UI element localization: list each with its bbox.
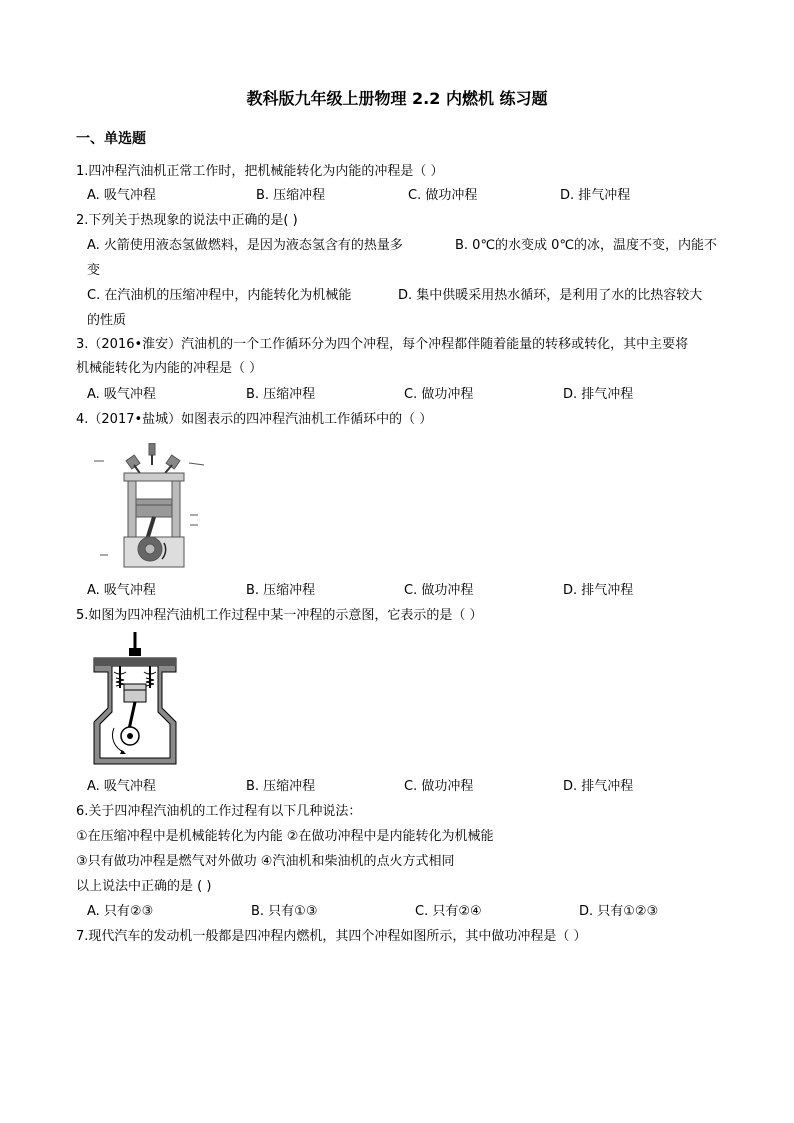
q2-option-c: C. 在汽油机的压缩冲程中，内能转化为机械能 [87, 288, 352, 303]
q4-option-a: A. 吸气冲程 [87, 583, 156, 598]
question-1-stem: 1.四冲程汽油机正常工作时，把机械能转化为内能的冲程是（ ） [76, 164, 444, 179]
q1-option-b: B. 压缩冲程 [256, 188, 326, 203]
question-5-stem: 5.如图为四冲程汽油机工作过程中某一冲程的示意图，它表示的是（ ） [76, 608, 483, 623]
question-6-statement-2: ③只有做功冲程是燃气对外做功 ④汽油机和柴油机的点火方式相同 [76, 854, 455, 869]
q6-option-b: B. 只有①③ [251, 904, 318, 919]
question-6-ask: 以上说法中正确的是 ( ) [76, 879, 212, 894]
question-2-stem: 2.下列关于热现象的说法中正确的是( ) [76, 213, 298, 228]
question-3-stem-line2: 机械能转化为内能的冲程是（ ） [76, 361, 263, 376]
q1-option-a: A. 吸气冲程 [87, 188, 156, 203]
q2-option-a: A. 火箭使用液态氢做燃料，是因为液态氢含有的热量多 [87, 238, 403, 253]
q5-option-c: C. 做功冲程 [404, 779, 474, 794]
q3-option-c: C. 做功冲程 [404, 387, 474, 402]
q4-option-b: B. 压缩冲程 [246, 583, 316, 598]
q2-option-d: D. 集中供暖采用热水循环，是利用了水的比热容较大 [398, 288, 703, 303]
question-6-statement-1: ①在压缩冲程中是机械能转化为内能 ②在做功冲程中是内能转化为机械能 [76, 829, 494, 844]
section-heading: 一、单选题 [76, 131, 146, 147]
q5-option-a: A. 吸气冲程 [87, 779, 156, 794]
q3-option-a: A. 吸气冲程 [87, 387, 156, 402]
q3-option-b: B. 压缩冲程 [246, 387, 316, 402]
page-title: 教科版九年级上册物理 2.2 内燃机 练习题 [246, 89, 548, 108]
question-3-stem-line1: 3.（2016•淮安）汽油机的一个工作循环分为四个冲程，每个冲程都伴随着能量的转移或转化，其中主要将 [76, 337, 689, 352]
q5-option-d: D. 排气冲程 [563, 779, 634, 794]
question-4-stem: 4.（2017•盐城）如图表示的四冲程汽油机工作循环中的（ ） [76, 412, 433, 427]
engine-schematic-figure [84, 632, 186, 772]
q2-option-b: B. 0℃的水变成 0℃的冰，温度不变，内能不 [455, 238, 718, 253]
q6-option-a: A. 只有②③ [87, 904, 154, 919]
engine-cutaway-figure [94, 443, 210, 569]
q4-option-c: C. 做功冲程 [404, 583, 474, 598]
q1-option-d: D. 排气冲程 [560, 188, 631, 203]
question-7-stem: 7.现代汽车的发动机一般都是四冲程内燃机，其四个冲程如图所示，其中做功冲程是（ ） [76, 929, 587, 944]
question-6-stem: 6.关于四冲程汽油机的工作过程有以下几种说法： [76, 804, 362, 819]
q6-option-d: D. 只有①②③ [579, 904, 659, 919]
q1-option-c: C. 做功冲程 [408, 188, 478, 203]
q2-option-d-cont: 的性质 [87, 313, 127, 328]
q5-option-b: B. 压缩冲程 [246, 779, 316, 794]
q3-option-d: D. 排气冲程 [563, 387, 634, 402]
q4-option-d: D. 排气冲程 [563, 583, 634, 598]
q6-option-c: C. 只有②④ [415, 904, 482, 919]
q2-option-b-cont: 变 [87, 263, 101, 278]
